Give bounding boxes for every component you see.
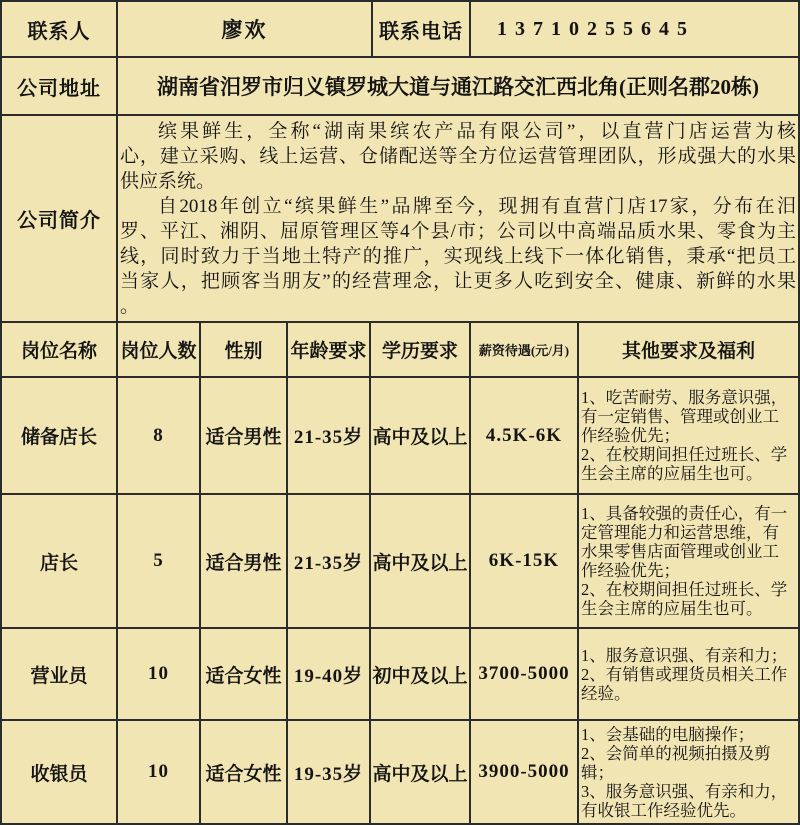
benefit-line: 辑； <box>581 762 614 782</box>
phone-label: 联系电话 <box>371 0 471 58</box>
benefit-line: 水果零售店面管理或创业工 <box>581 542 779 561</box>
header-salary: 薪资待遇(元/月) <box>469 321 579 378</box>
job-benefits <box>577 627 800 721</box>
benefit-line: 1、具备较强的责任心，有一 <box>581 504 788 523</box>
phone-number: 13710255645 <box>469 0 800 58</box>
benefit-line: 经验。 <box>581 683 631 703</box>
intro-label: 公司简介 <box>0 114 118 323</box>
header-position: 岗位名称 <box>0 321 118 378</box>
job-benefits <box>577 719 800 825</box>
benefit-line: 作经验优先； <box>581 426 680 445</box>
job-education: 高中及以上 <box>369 376 471 495</box>
benefit-line: 1、吃苦耐劳、服务意识强， <box>581 388 788 407</box>
job-headcount: 10 <box>116 627 201 721</box>
job-gender: 适合女性 <box>199 719 288 825</box>
job-salary: 3700-5000 <box>469 627 579 721</box>
benefit-line: 2、在校期间担任过班长、学 <box>581 580 788 599</box>
address-label: 公司地址 <box>0 56 118 116</box>
benefit-line: 生会主席的应届生也可。 <box>581 599 763 618</box>
contact-name: 廖欢 <box>116 0 373 58</box>
job-age: 21-35岁 <box>286 493 371 629</box>
job-headcount: 8 <box>116 376 201 495</box>
intro-line: 。 <box>120 295 140 317</box>
intro-line: 当家人，把顾客当朋友”的经营理念，让更多人吃到安全、健康、新鲜的水果 <box>120 270 796 292</box>
job-headcount: 10 <box>116 719 201 825</box>
job-gender: 适合男性 <box>199 376 288 495</box>
job-salary: 3900-5000 <box>469 719 579 825</box>
job-salary: 6K-15K <box>469 493 579 629</box>
benefit-line: 2、有销售或理货员相关工作 <box>581 664 788 684</box>
intro-line: 线，同时致力于当地土特产的推广，实现线上线下一体化销售，秉承“把员工 <box>120 245 796 267</box>
benefit-line: 定管理能力和运营思维，有 <box>581 523 779 542</box>
intro-line: 心，建立采购、线上运营、仓储配送等全方位运营管理团队，形成强大的水果 <box>120 145 796 167</box>
benefit-line: 有一定销售、管理或创业工 <box>581 407 779 426</box>
address-value: 湖南省汨罗市归义镇罗城大道与通江路交汇西北角(正则名郡20栋) <box>116 56 800 116</box>
job-gender: 适合男性 <box>199 493 288 629</box>
intro-line: 供应系统。 <box>120 170 216 192</box>
benefit-line: 1、服务意识强、有亲和力； <box>581 645 788 665</box>
benefit-line: 2、会简单的视频拍摄及剪 <box>581 743 771 763</box>
job-gender: 适合女性 <box>199 627 288 721</box>
header-age: 年龄要求 <box>286 321 371 378</box>
job-title: 营业员 <box>0 627 118 721</box>
job-title: 店长 <box>0 493 118 629</box>
header-headcount: 岗位人数 <box>116 321 201 378</box>
job-age: 21-35岁 <box>286 376 371 495</box>
job-headcount: 5 <box>116 493 201 629</box>
job-title: 储备店长 <box>0 376 118 495</box>
intro-line: 自2018年创立“缤果鲜生”品牌至今，现拥有直营门店17家，分布在汨 <box>158 195 796 217</box>
job-title: 收银员 <box>0 719 118 825</box>
job-age: 19-35岁 <box>286 719 371 825</box>
benefit-line: 2、在校期间担任过班长、学 <box>581 445 788 464</box>
intro-line: 罗、平江、湘阴、屈原管理区等4个县/市；公司以中高端品质水果、零食为主 <box>120 220 796 242</box>
job-age: 19-40岁 <box>286 627 371 721</box>
header-education: 学历要求 <box>369 321 471 378</box>
job-benefits <box>577 376 800 495</box>
intro-line: 缤果鲜生，全称“湖南果缤农产品有限公司”，以直营门店运营为核 <box>158 120 796 142</box>
job-education: 高中及以上 <box>369 719 471 825</box>
benefit-line: 1、会基础的电脑操作； <box>581 724 755 744</box>
benefit-line: 作经验优先； <box>581 561 680 580</box>
header-benefits: 其他要求及福利 <box>577 321 800 378</box>
contact-label: 联系人 <box>0 0 118 58</box>
job-education: 高中及以上 <box>369 493 471 629</box>
benefit-line: 有收银工作经验优先。 <box>581 800 746 820</box>
job-education: 初中及以上 <box>369 627 471 721</box>
header-gender: 性别 <box>199 321 288 378</box>
benefit-line: 3、服务意识强、有亲和力， <box>581 781 788 801</box>
job-benefits <box>577 493 800 629</box>
benefit-line: 生会主席的应届生也可。 <box>581 464 763 483</box>
intro-text <box>116 114 800 323</box>
job-salary: 4.5K-6K <box>469 376 579 495</box>
